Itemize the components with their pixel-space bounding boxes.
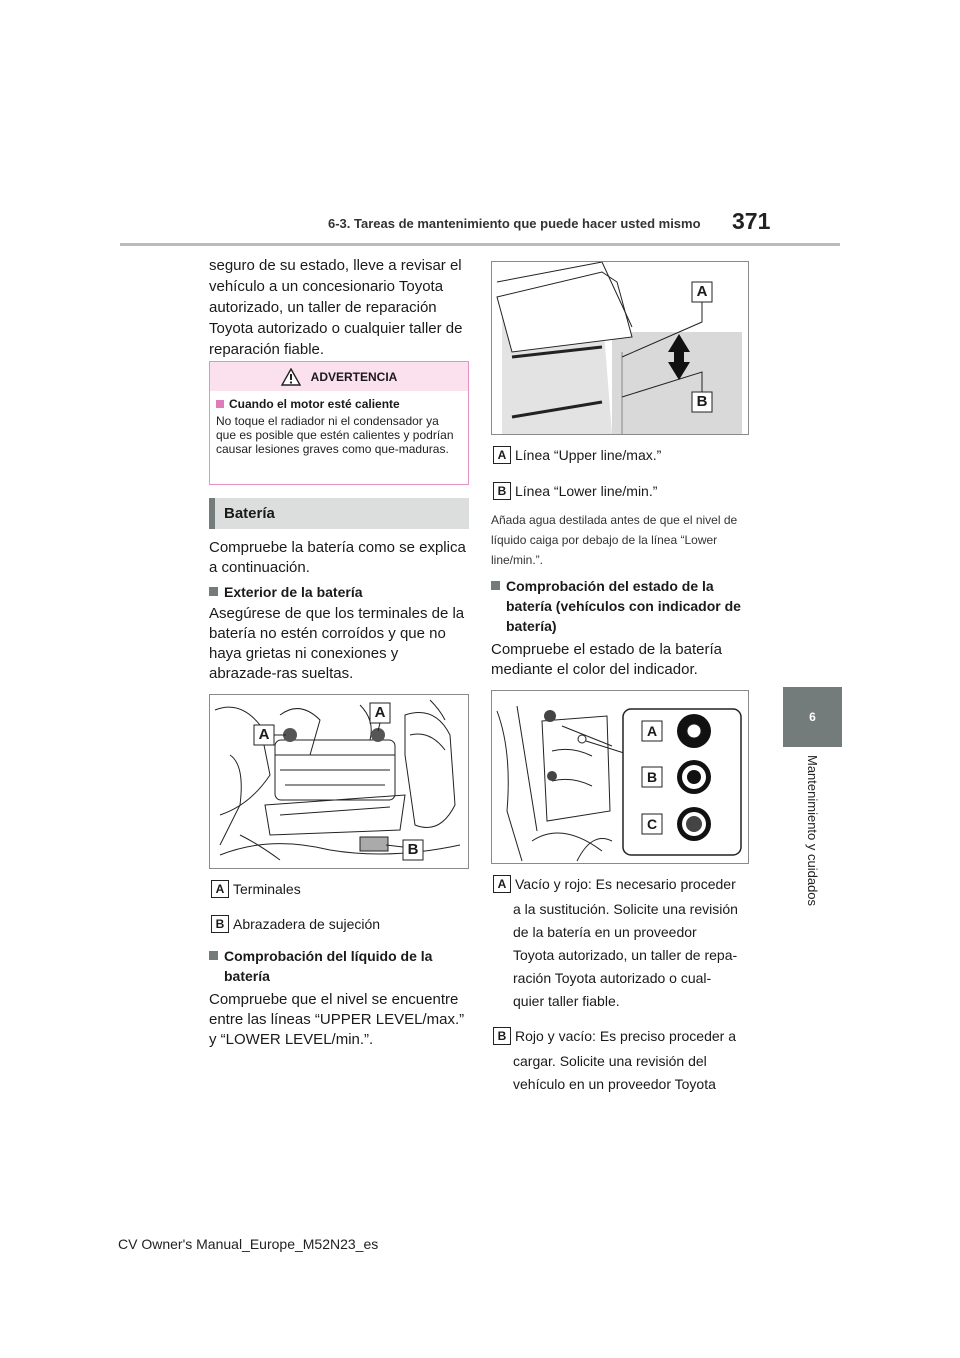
status-letter: A [493,875,511,893]
indicator-heading-text: Comprobación del estado de la batería (vehículos con indicador de batería) [506,578,741,634]
figure-label-b: B [407,841,419,858]
indicator-label-b: B [646,769,658,785]
legend-item-b [493,482,657,500]
warning-triangle-icon [281,368,301,386]
status-item-a [493,875,758,1013]
chapter-side-label [805,755,823,925]
indicator-label-a: A [646,723,658,739]
legend-letter: B [211,915,229,933]
engine-bay-illustration [210,695,468,868]
section-title-bar: Batería [209,498,469,529]
header-section-title: 6-3. Tareas de mantenimiento que puede hacer usted mismo [328,216,701,231]
legend-letter: A [493,446,511,464]
figure-label-b: B [696,393,708,410]
legend-text: Línea “Lower line/min.” [515,483,658,499]
status-line: quier taller fiable. [513,993,620,1009]
status-line: a la sustitución. Solicite una revisión [513,901,738,917]
figure-label-a-2: A [374,704,386,721]
square-bullet-icon [491,581,500,590]
legend-item-b [211,915,380,933]
indicator-label-c: C [646,816,658,832]
status-item-b [493,1027,758,1096]
warning-subheading [210,391,468,411]
figure-label-a: A [258,726,270,743]
legend-item-a [211,880,301,898]
square-bullet-icon [209,951,218,960]
legend-item-a [493,446,661,464]
exterior-text: Asegúrese de que los terminales de la batería no estén corroídos y que no haya grietas ni conexiones y abrazade-ras sueltas. [209,605,465,682]
square-bullet-icon [209,587,218,596]
fluid-heading-text: Comprobación del líquido de la batería [224,948,433,984]
warning-title: ADVERTENCIA [310,369,398,384]
exterior-heading [209,582,469,602]
exterior-heading-text: Exterior de la batería [224,584,363,600]
fluid-heading [209,946,469,986]
chapter-side-label-text: Mantenimiento y cuidados [805,755,820,907]
fluid-level-figure [491,261,749,435]
warning-text: No toque el radiador ni el condensador ya que es posible que estén calientes y podrían causar lesiones graves como que-maduras. [216,414,454,456]
fluid-text: Compruebe que el nivel se encuentre entre las líneas “UPPER LEVEL/max.” y “LOWER LEVEL/min.”. [209,991,465,1048]
legend-letter: A [211,880,229,898]
footer-manual-id: CV Owner's Manual_Europe_M52N23_es [118,1236,379,1252]
figure-label-a: A [696,283,708,300]
section-intro: Compruebe la batería como se explica a continuación. [209,539,466,576]
legend-text: Terminales [233,881,301,897]
status-item-row [493,875,758,893]
intro-paragraph: seguro de su estado, lleve a revisar el vehículo a un concesionario Toyota autorizado, un taller de reparación Toyota autorizado o cualquier taller de reparación fiable. [209,257,463,358]
warning-box [209,361,469,485]
status-line: cargar. Solicite una revisión del [513,1053,707,1069]
battery-engine-figure [209,694,469,869]
distilled-water-note: Añada agua destilada antes de que el nivel de líquido caiga por debajo de la línea “Lower line/min.”. [491,513,738,567]
status-line: Rojo y vacío: Es preciso proceder a [515,1028,736,1044]
battery-indicator-illustration [492,691,748,863]
status-line: vehículo en un proveedor Toyota [513,1076,716,1092]
battery-indicator-figure [491,690,749,864]
legend-text: Abrazadera de sujeción [233,916,381,932]
legend-text: Línea “Upper line/max.” [515,447,662,463]
square-bullet-icon [216,400,224,408]
status-line: Toyota autorizado, un taller de repa- [513,947,738,963]
status-item-row [493,1027,758,1045]
warning-subheading-text: Cuando el motor esté caliente [229,397,400,411]
legend-letter: B [493,482,511,500]
status-line: ración Toyota autorizado o cual- [513,970,712,986]
chapter-tab: 6 [783,687,842,747]
page-number: 371 [732,208,771,234]
indicator-text: Compruebe el estado de la batería mediante el color del indicador. [491,641,722,678]
warning-header [210,362,468,391]
status-letter: B [493,1027,511,1045]
status-line: Vacío y rojo: Es necesario proceder [515,876,736,892]
status-line: de la batería en un proveedor [513,924,697,940]
header-divider [120,243,840,246]
indicator-heading [491,576,751,636]
